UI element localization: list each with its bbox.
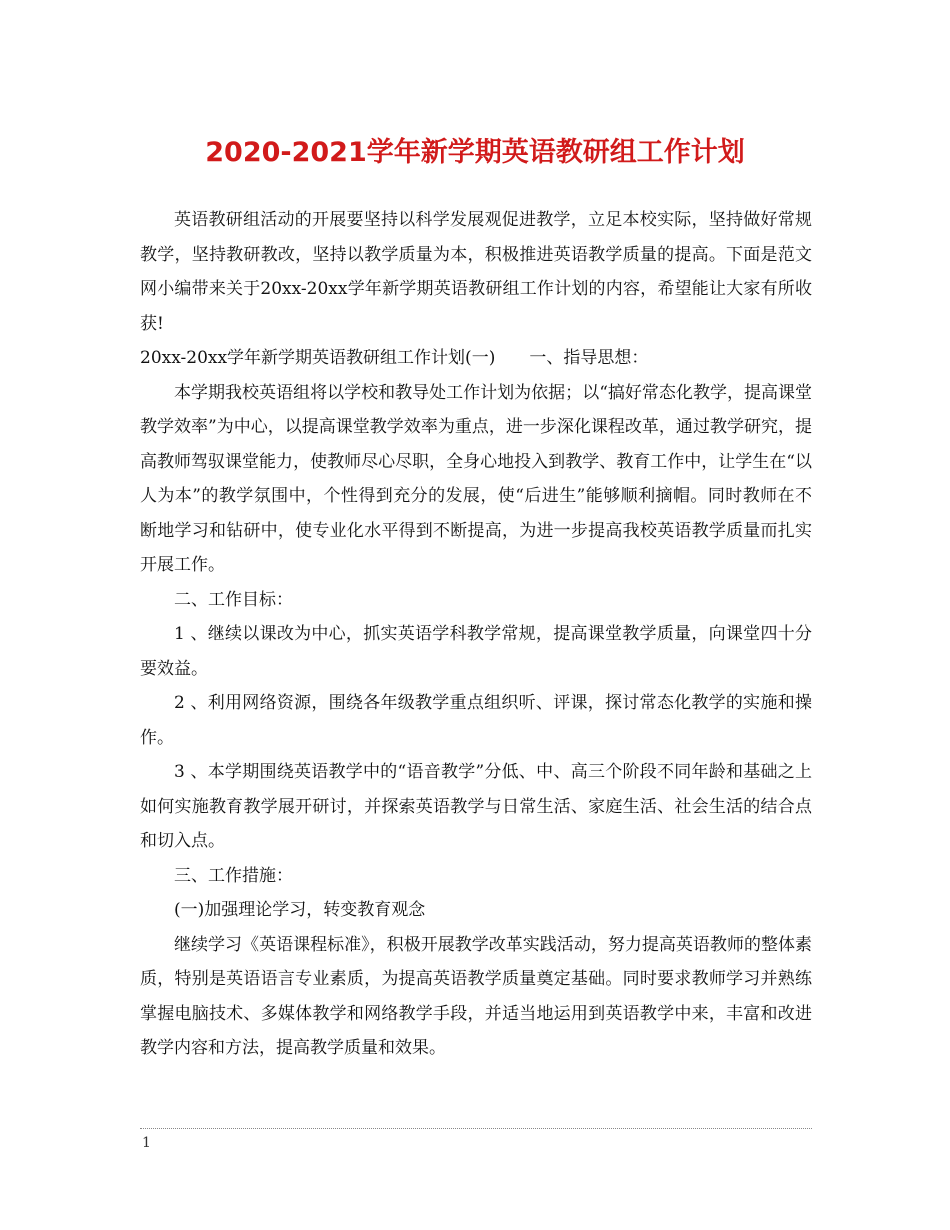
section3-heading: 三、工作措施： xyxy=(174,865,293,886)
plan-subheading: 20xx-20xx学年新学期英语教研组工作计划(一) xyxy=(140,348,496,368)
measure1-paragraph: 继续学习《英语课程标准》，积极开展教学改革实践活动，努力提高英语教师的整体素质，特别是英语语言专业素质，为提高英语教学质量奠定基础。同时要求教师学习并熟练掌握电脑技术、多媒体教学和网络教学手段，并适当地运用到英语教学中来，丰富和改进教学内容和方法，提高教学质量和效果。 xyxy=(140,934,812,1058)
goal-item-2: 2 、利用网络资源，围绕各年级教学重点组织听、评课，探讨常态化教学的实施和操作。 xyxy=(140,693,812,748)
subheading-line xyxy=(140,341,812,376)
footer-divider xyxy=(140,1128,812,1129)
section1-paragraph: 本学期我校英语组将以学校和教导处工作计划为依据；以“搞好常态化教学，提高课堂教学效率”为中心，以提高课堂教学效率为重点，进一步深化课程改革，通过教学研究，提高教师驾驭课堂能力，使教师尽心尽职，全身心地投入到教学、教育工作中，让学生在“以人为本”的教学氛围中，个性得到充分的发展，使“后进生”能够顺利摘帽。同时教师在不断地学习和钻研中，使专业化水平得到不断提高，为进一步提高我校英语教学质量而扎实开展工作。 xyxy=(140,382,812,575)
intro-paragraph: 英语教研组活动的开展要坚持以科学发展观促进教学，立足本校实际，坚持做好常规教学，坚持教研教改，坚持以教学质量为本，积极推进英语教学质量的提高。下面是范文网小编带来关于20xx-20xx学年新学期英语教研组工作计划的内容，希望能让大家有所收获! xyxy=(140,210,812,334)
section2-heading: 二、工作目标： xyxy=(174,589,293,610)
page-number: 1 xyxy=(142,1135,151,1151)
goal-item-3: 3 、本学期围绕英语教学中的“语音教学”分低、中、高三个阶段不同年龄和基础之上如何实施教育教学展开研讨，并探索英语教学与日常生活、家庭生活、社会生活的结合点和切入点。 xyxy=(140,762,812,851)
document-body xyxy=(140,203,812,1066)
document-title: 2020-2021学年新学期英语教研组工作计划 xyxy=(205,137,745,168)
section1-heading: 一、指导思想： xyxy=(529,348,649,368)
measure1-heading: (一)加强理论学习，转变教育观念 xyxy=(174,900,426,920)
goal-item-1: 1 、继续以课改为中心，抓实英语学科教学常规，提高课堂教学质量，向课堂四十分要效益。 xyxy=(140,624,812,679)
